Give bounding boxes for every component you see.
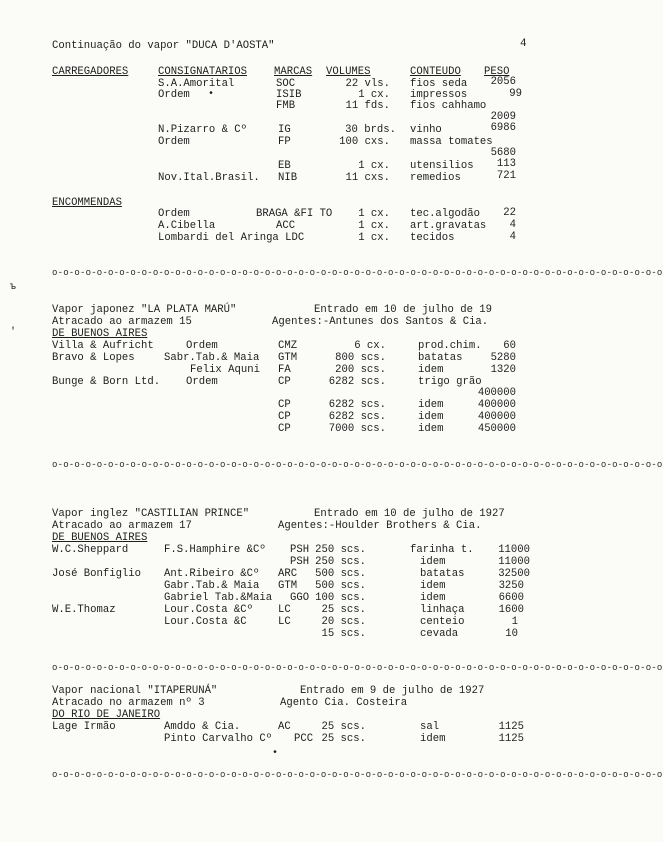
vessel-name: Vapor nacional "ITAPERUNÁ" xyxy=(52,685,218,697)
row-mark: IG xyxy=(278,124,291,136)
row-mark: CMZ xyxy=(278,340,298,352)
row-mark: BRAGA &FI TO xyxy=(256,208,333,220)
row-shipper: José Bonfiglio xyxy=(52,568,142,580)
row-weight: 3250 xyxy=(498,580,524,592)
row-consignee: Felix Aquni xyxy=(190,364,260,376)
margin-mark: ъ xyxy=(10,282,17,293)
row-mark: LC xyxy=(278,604,291,616)
row-consignee: Ordem xyxy=(158,89,190,101)
row-weight: 1320 xyxy=(490,364,516,376)
row-consignee: Pinto Carvalho Cº xyxy=(164,733,273,745)
row-weight: 22 xyxy=(503,207,516,219)
row-mark: ISIB xyxy=(276,89,302,101)
arrival-date: Entrado em 10 de julho de 1927 xyxy=(314,508,505,520)
row-volumes: 11 fds. xyxy=(345,100,390,112)
row-volumes: 100 cxs. xyxy=(339,136,390,148)
row-weight: 1125 xyxy=(498,721,524,733)
row-consignee: Lour.Costa &C xyxy=(164,616,247,628)
row-weight: 10 xyxy=(505,628,518,640)
row-content: remedios xyxy=(410,172,461,184)
row-consignee: N.Pizarro & Cº xyxy=(158,124,248,136)
row-weight: 400000 xyxy=(477,387,516,399)
row-content: cevada xyxy=(420,628,459,640)
row-volumes: 250 scs. xyxy=(315,544,366,556)
row-weight: 32500 xyxy=(498,568,530,580)
header-marks: MARCAS xyxy=(274,66,313,78)
row-volumes: 25 scs. xyxy=(321,733,366,745)
row-volumes: 6282 scs. xyxy=(328,376,386,388)
row-weight: 6600 xyxy=(498,592,524,604)
row-consignee: Ordem xyxy=(186,340,218,352)
agents: Agento Cia. Costeira xyxy=(280,697,408,709)
row-content: sal xyxy=(420,721,440,733)
vessel-name: Vapor inglez "CASTILIAN PRINCE" xyxy=(52,508,250,520)
row-volumes: 11 cxs. xyxy=(345,172,390,184)
row-shipper: Lage Irmão xyxy=(52,721,116,733)
row-mark: CP xyxy=(278,411,291,423)
row-weight: 113 xyxy=(496,158,516,170)
row-weight: 450000 xyxy=(477,423,516,435)
row-content: idem xyxy=(420,556,446,568)
row-shipper: W.C.Sheppard xyxy=(52,544,129,556)
page-number: 4 xyxy=(520,38,527,50)
encomendas-label: ENCOMMENDAS xyxy=(52,197,122,209)
header-volumes: VOLUMES xyxy=(326,66,371,78)
row-volumes: 800 scs. xyxy=(335,352,386,364)
row-volumes: 1 cx. xyxy=(358,160,390,172)
row-weight: 5680 xyxy=(490,147,516,159)
row-content: trigo grão xyxy=(418,376,482,388)
berth: Atracado no armazem nº 3 xyxy=(52,697,205,709)
row-volumes: 500 scs. xyxy=(315,580,366,592)
row-consignee: Sabr.Tab.& Maia xyxy=(164,352,260,364)
row-weight: 721 xyxy=(496,170,516,182)
row-content: farinha t. xyxy=(410,544,474,556)
separator-line: o-o-o-o-o-o-o-o-o-o-o-o-o-o-o-o-o-o-o-o-o-o-o-o-o-o-o-o-o-o-o-o-o-o-o-o-o-o-o-o-o-o-o-o-o-o-o-o-o-o-o-o-o-o-o xyxy=(52,663,663,673)
row-mark: PCC xyxy=(294,733,314,745)
row-mark: ARC xyxy=(278,568,298,580)
row-weight: 1600 xyxy=(498,604,524,616)
row-volumes: 6 cx. xyxy=(354,340,386,352)
row-content: vinho xyxy=(410,124,442,136)
row-consignee: A.Cibella xyxy=(158,220,216,232)
row-weight: 11000 xyxy=(498,544,530,556)
row-mark: SOC xyxy=(276,78,296,90)
arrival-date: Entrado em 10 de julho de 19 xyxy=(314,304,493,316)
row-content: fios seda xyxy=(410,78,468,90)
separator-line: o-o-o-o-o-o-o-o-o-o-o-o-o-o-o-o-o-o-o-o-o-o-o-o-o-o-o-o-o-o-o-o-o-o-o-o-o-o-o-o-o-o-o-o-o-o-o-o-o-o-o-o-o-o-o xyxy=(52,460,663,470)
row-content: linhaça xyxy=(420,604,465,616)
row-consignee: Gabriel Tab.&Maia xyxy=(164,592,273,604)
origin-port: DE BUENOS AIRES xyxy=(52,328,148,340)
row-weight: 400000 xyxy=(477,411,516,423)
row-content: batatas xyxy=(418,352,463,364)
row-weight: 6986 xyxy=(490,122,516,134)
separator-line: o-o-o-o-o-o-o-o-o-o-o-o-o-o-o-o-o-o-o-o-o-o-o-o-o-o-o-o-o-o-o-o-o-o-o-o-o-o-o-o-o-o-o-o-o-o-o-o-o-o-o-o-o-o-o xyxy=(52,268,663,278)
row-content: idem xyxy=(418,411,444,423)
row-shipper: Villa & Aufricht xyxy=(52,340,154,352)
row-volumes: 6282 scs. xyxy=(328,399,386,411)
row-mark: LC xyxy=(278,616,291,628)
row-content: idem xyxy=(418,364,444,376)
row-content: art.gravatas xyxy=(410,220,487,232)
row-volumes: 100 scs. xyxy=(315,592,366,604)
row-consignee: Ordem xyxy=(158,136,190,148)
row-weight: 400000 xyxy=(477,399,516,411)
agents: Agentes:-Antunes dos Santos & Cia. xyxy=(272,316,489,328)
row-mark: CP xyxy=(278,376,291,388)
row-weight: 2009 xyxy=(490,111,516,123)
origin-port: DE BUENOS AIRES xyxy=(52,532,148,544)
ditto-mark: • xyxy=(208,89,215,100)
vessel-name: Vapor japonez "LA PLATA MARÚ" xyxy=(52,304,237,316)
row-content: tecidos xyxy=(410,232,455,244)
margin-mark: ' xyxy=(10,327,17,338)
header-shippers: CARREGADORES xyxy=(52,66,129,78)
row-mark: CP xyxy=(278,399,291,411)
row-weight: 5280 xyxy=(490,352,516,364)
row-weight: 11000 xyxy=(498,556,530,568)
row-volumes: 22 vls. xyxy=(345,78,390,90)
header-content: CONTEUDO xyxy=(410,66,461,78)
row-weight: 4 xyxy=(509,231,516,243)
header-weight: PESO xyxy=(484,66,510,78)
row-weight: 99 xyxy=(509,88,522,100)
row-mark: FA xyxy=(278,364,291,376)
row-content: impressos xyxy=(410,89,468,101)
row-volumes: 500 scs. xyxy=(315,568,366,580)
row-shipper: W.E.Thomaz xyxy=(52,604,116,616)
row-content: utensilios xyxy=(410,160,474,172)
row-mark: GTM xyxy=(278,580,298,592)
row-consignee: Nov.Ital.Brasil. xyxy=(158,172,260,184)
row-mark: FP xyxy=(278,136,291,148)
row-content: tec.algodão xyxy=(410,208,480,220)
section-title: Continuação do vapor "DUCA D'AOSTA" xyxy=(52,40,275,52)
row-volumes: 20 scs. xyxy=(321,616,366,628)
row-volumes: 25 scs. xyxy=(321,721,366,733)
row-content: idem xyxy=(418,399,444,411)
row-mark: AC xyxy=(278,721,291,733)
origin-port: DO RIO DE JANEIRO xyxy=(52,709,161,721)
row-volumes: 6282 scs. xyxy=(328,411,386,423)
berth: Atracado ao armazem 15 xyxy=(52,316,192,328)
row-weight: 1125 xyxy=(498,733,524,745)
row-mark: CP xyxy=(278,423,291,435)
row-content: centeio xyxy=(420,616,465,628)
separator-line: o-o-o-o-o-o-o-o-o-o-o-o-o-o-o-o-o-o-o-o-o-o-o-o-o-o-o-o-o-o-o-o-o-o-o-o-o-o-o-o-o-o-o-o-o-o-o-o-o-o-o-o-o-o-o xyxy=(52,770,663,780)
row-consignee: Ordem xyxy=(158,208,190,220)
row-content: massa tomates xyxy=(410,136,493,148)
row-volumes: 30 brds. xyxy=(345,124,396,136)
stray-mark: • xyxy=(272,748,279,759)
row-volumes: 200 scs. xyxy=(335,364,386,376)
row-consignee: Lombardi del Aringa LDC xyxy=(158,232,305,244)
row-volumes: 1 cx. xyxy=(358,220,390,232)
row-consignee: F.S.Hamphire &Cº xyxy=(164,544,266,556)
row-mark: NIB xyxy=(278,172,298,184)
row-volumes: 250 scs. xyxy=(315,556,366,568)
row-content: idem xyxy=(420,580,446,592)
row-weight: 2056 xyxy=(490,76,516,88)
row-mark: PSH xyxy=(290,556,310,568)
row-volumes: 15 scs. xyxy=(321,628,366,640)
row-content: prod.chim. xyxy=(418,340,482,352)
row-shipper: Bunge & Born Ltd. xyxy=(52,376,161,388)
row-mark: PSH xyxy=(290,544,310,556)
row-volumes: 1 cx. xyxy=(358,208,390,220)
row-mark: GGO xyxy=(290,592,310,604)
arrival-date: Entrado em 9 de julho de 1927 xyxy=(300,685,485,697)
row-volumes: 25 scs. xyxy=(321,604,366,616)
row-weight: 4 xyxy=(509,219,516,231)
row-mark: ACC xyxy=(276,220,296,232)
row-consignee: Gabr.Tab.& Maia xyxy=(164,580,260,592)
row-consignee: Amddo & Cia. xyxy=(164,721,241,733)
row-content: fios cahhamo xyxy=(410,100,487,112)
row-weight: 60 xyxy=(503,340,516,352)
row-mark: GTM xyxy=(278,352,298,364)
berth: Atracado ao armazem 17 xyxy=(52,520,192,532)
row-mark: EB xyxy=(278,160,291,172)
row-consignee: Ordem xyxy=(186,376,218,388)
row-volumes: 1 cx. xyxy=(358,89,390,101)
row-consignee: Ant.Ribeiro &Cº xyxy=(164,568,260,580)
row-content: idem xyxy=(420,592,446,604)
row-consignee: S.A.Amorital xyxy=(158,78,235,90)
row-content: idem xyxy=(418,423,444,435)
header-consignees: CONSIGNATARIOS xyxy=(158,66,248,78)
row-volumes: 1 cx. xyxy=(358,232,390,244)
agents: Agentes:-Houlder Brothers & Cia. xyxy=(278,520,482,532)
row-consignee: Lour.Costa &Cº xyxy=(164,604,254,616)
row-volumes: 7000 scs. xyxy=(328,423,386,435)
row-content: batatas xyxy=(420,568,465,580)
row-mark: FMB xyxy=(276,100,296,112)
row-content: idem xyxy=(420,733,446,745)
row-shipper: Bravo & Lopes xyxy=(52,352,135,364)
row-weight: 1 xyxy=(511,616,518,628)
